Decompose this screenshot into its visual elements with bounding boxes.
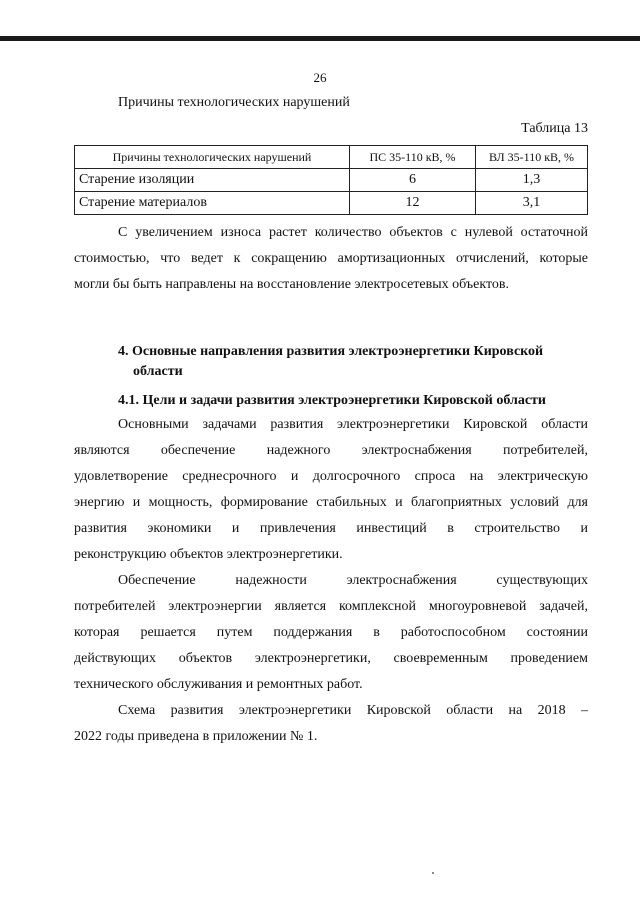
- paragraph-line: 2022 годы приведена в приложении № 1.: [74, 729, 318, 744]
- table-cell: 1,3: [476, 169, 588, 192]
- table-cell: 3,1: [476, 192, 588, 215]
- table-header-cell: ПС 35-110 кВ, %: [350, 146, 476, 169]
- page-number: 26: [313, 70, 327, 85]
- table-header-cell: Причины технологических нарушений: [75, 146, 350, 169]
- paragraph-line: развития экономики и привлечения инвестиций в строительство и: [74, 521, 588, 536]
- table-header-cell: ВЛ 35-110 кВ, %: [476, 146, 588, 169]
- paragraph-line: удовлетворение среднесрочного и долгосрочного спроса на электрическую: [74, 469, 588, 484]
- intro-heading: Причины технологических нарушений: [118, 95, 350, 110]
- subsection-heading: 4.1. Цели и задачи развития электроэнергетики Кировской области: [118, 393, 546, 408]
- paragraph-line: действующих объектов электроэнергетики, своевременным проведением: [74, 651, 588, 666]
- table-row: [75, 169, 588, 192]
- paragraph-line: стоимостью, что ведет к сокращению амортизационных отчислений, которые: [74, 251, 588, 266]
- paragraph-line: технического обслуживания и ремонтных работ.: [74, 677, 363, 692]
- table-header-row: [75, 146, 588, 169]
- section-heading: [118, 342, 543, 382]
- paragraph-line: Обеспечение надежности электроснабжения существующих: [118, 573, 588, 588]
- paragraph-line: которая решается путем поддержания в работоспособном состоянии: [74, 625, 588, 640]
- paragraph-line: Основными задачами развития электроэнергетики Кировской области: [118, 417, 588, 432]
- table-cell: Старение изоляции: [75, 169, 350, 192]
- paragraph-line: Схема развития электроэнергетики Кировской области на 2018 –: [118, 703, 588, 718]
- table-cell: Старение материалов: [75, 192, 350, 215]
- paragraph-scheme: [74, 698, 588, 750]
- paragraph-line: потребителей электроэнергии является комплексной многоуровневой задачей,: [74, 599, 588, 614]
- paragraph-line: являются обеспечение надежного электроснабжения потребителей,: [74, 443, 588, 458]
- section-heading-line: области: [133, 364, 183, 379]
- causes-table: [74, 145, 588, 215]
- paragraph-line: реконструкцию объектов электроэнергетики.: [74, 547, 343, 562]
- paragraph-line: С увеличением износа растет количество объектов с нулевой остаточной: [118, 225, 588, 240]
- scan-top-border: [0, 36, 640, 41]
- paragraph-depreciation: [74, 220, 588, 298]
- section-heading-line: 4. Основные направления развития электроэнергетики Кировской: [118, 344, 544, 359]
- paragraph-line: могли бы быть направлены на восстановление электросетевых объектов.: [74, 277, 510, 292]
- table-cell: 6: [350, 169, 476, 192]
- scan-speck: [432, 872, 434, 874]
- paragraph-goals: [74, 412, 588, 568]
- table-cell: 12: [350, 192, 476, 215]
- table-label: Таблица 13: [521, 121, 588, 136]
- paragraph-line: энергию и мощность, формирование стабильных и благоприятных условий для: [74, 495, 588, 510]
- table-row: [75, 192, 588, 215]
- paragraph-reliability: [74, 568, 588, 698]
